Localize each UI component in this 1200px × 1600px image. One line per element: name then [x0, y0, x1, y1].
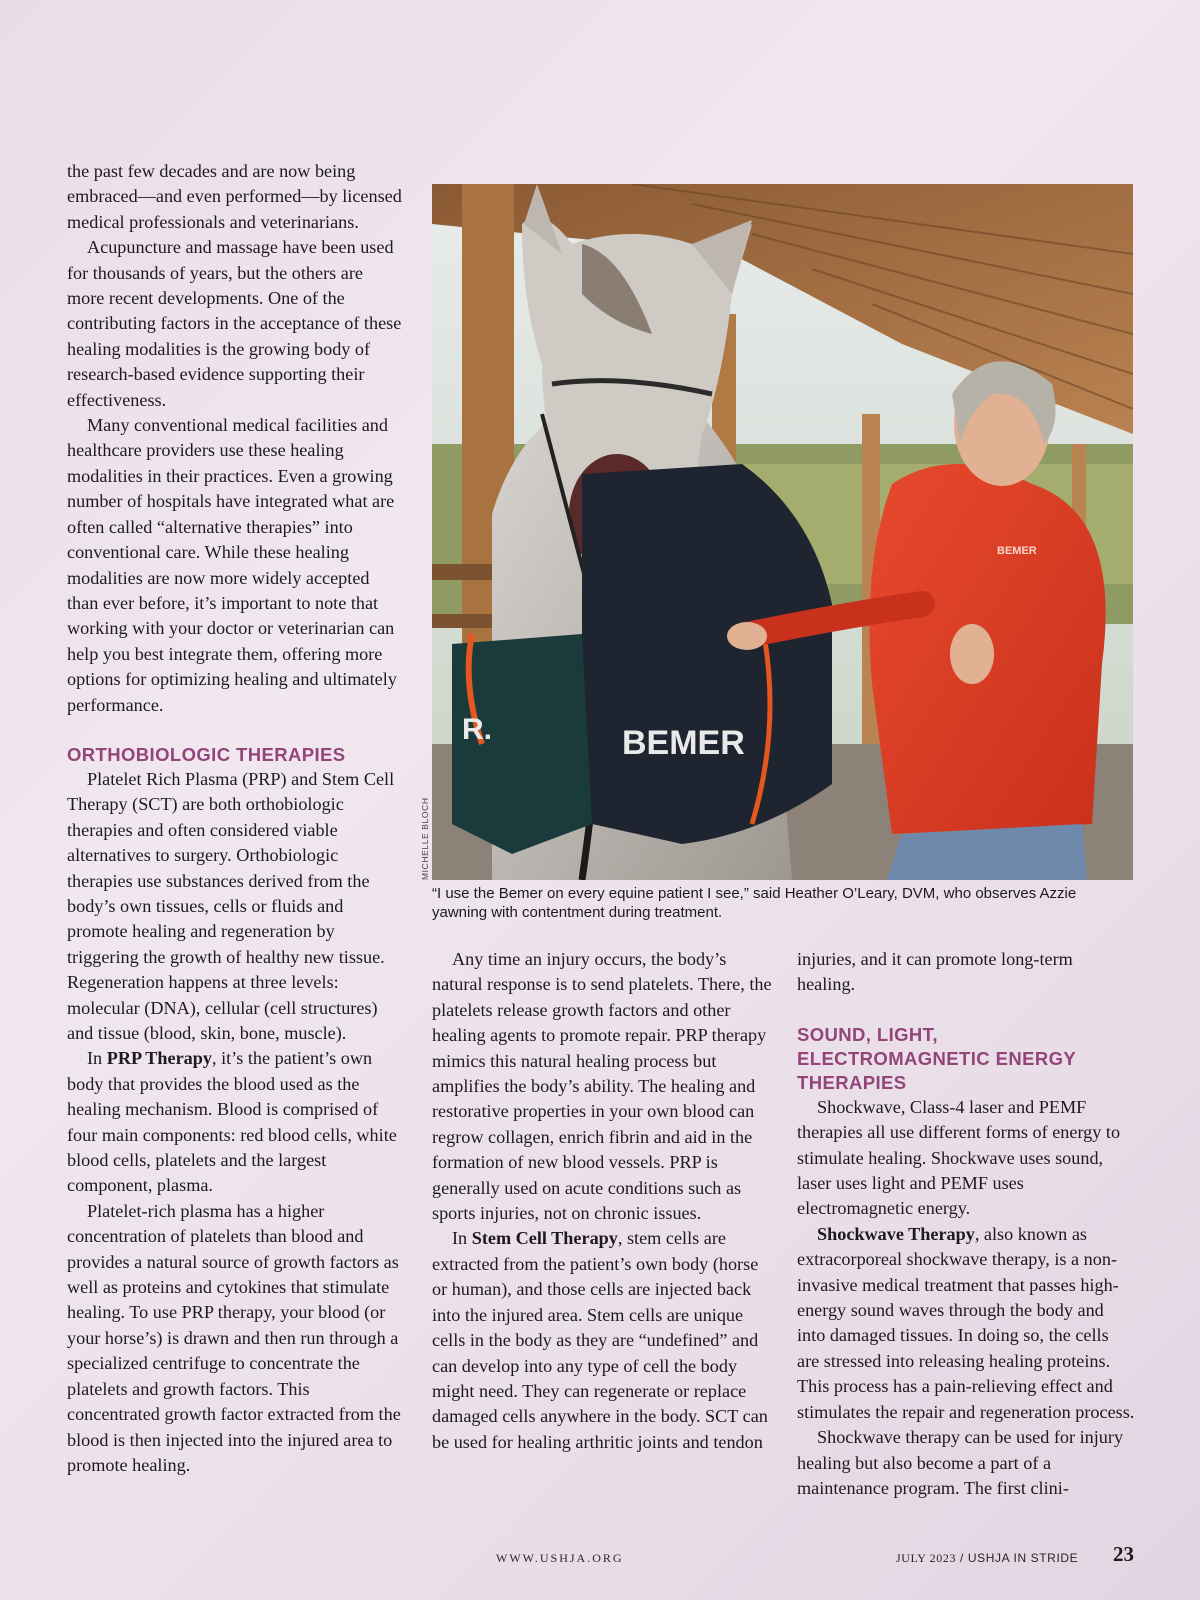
blanket-side-text: R.	[462, 713, 492, 746]
paragraph: injuries, and it can promote long-term healing.	[797, 949, 1073, 995]
paragraph: Shockwave therapy can be used for injury healing but also become a part of a maintenance program. The first clini-	[797, 1427, 1124, 1498]
footer-separator: /	[956, 1551, 968, 1565]
page-number: 23	[1113, 1542, 1134, 1566]
section-heading-energy-therapies: SOUND, LIGHT, ELECTROMAGNETIC ENERGY THERAPIES	[797, 1023, 1076, 1093]
paragraph: Platelet Rich Plasma (PRP) and Stem Cell Therapy (SCT) are both orthobiologic therapies and often considered viable alternatives to surgery. Orthobiologic therapies use substances derived from the body’s own tissues, cells or fluids and promote healing and regeneration by triggering the growth of healthy new tissue. Regeneration happens at three levels: molecular (DNA), cellular (cell structures) and tissue (blood, skin, bone, muscle).	[67, 768, 395, 1043]
footer-website: WWW.USHJA.ORG	[496, 1551, 624, 1565]
photo-caption: “I use the Bemer on every equine patient I see,” said Heather O’Leary, DVM, who observes Azzie yawning with contentment during treatment.	[432, 885, 1077, 921]
section-heading-orthobiologic: ORTHOBIOLOGIC THERAPIES	[67, 743, 346, 765]
paragraph	[432, 1226, 772, 1455]
text-run: In	[87, 1048, 107, 1069]
text-run: In	[452, 1228, 472, 1249]
text-run: , stem cells are extracted from the patient’s own body (horse or human), and those cells are injected back into the injured area. Stem cells are unique cells in the body as they are “undefined” and can develop into any type of cell the body might need. They can regenerate or replace damaged cells anywhere in the body. SCT can be used for healing arthritic joints and tendon	[432, 1228, 768, 1452]
text-run: , it’s the patient’s own body that provides the blood used as the healing mechanism. Blood is comprised of four main components: red blood cells, white blood cells, platelets and the largest component, plasma.	[67, 1048, 397, 1196]
paragraph: Shockwave, Class-4 laser and PEMF therapies all use different forms of energy to stimulate healing. Shockwave uses sound, laser uses light and PEMF uses electromagnetic energy.	[797, 1096, 1121, 1219]
jacket-logo-text: BEMER	[997, 545, 1037, 557]
paragraph: Many conventional medical facilities and healthcare providers use these healing modalities in their practices. Even a growing number of hospitals have integrated what are often called “alternative therapies” into conventional care. While these healing modalities are now more widely accepted than ever before, it’s important to note that working with your doctor or veterinarian can help you best integrate them, offering more options for optimizing healing and ultimately performance.	[67, 415, 397, 715]
footer-date: JULY 2023	[896, 1551, 957, 1565]
paragraph: the past few decades and are now being embraced—and even performed—by licensed medical professionals and veterinarians.	[67, 161, 402, 232]
footer-publication: USHJA IN STRIDE	[967, 1551, 1079, 1565]
paragraph	[797, 1222, 1135, 1425]
paragraph: Platelet-rich plasma has a higher concentration of platelets than blood and provides a natural source of growth factors as well as proteins and cytokines that stimulate healing. To use PRP therapy, your blood (or your horse’s) is drawn and then run through a specialized centrifuge to concentrate the platelets and growth factors. This concentrated growth factor extracted from the blood is then injected into the injured area to promote healing.	[67, 1200, 401, 1475]
text-run: , also known as extracorporeal shockwave therapy, is a non-invasive medical treatment that passes high-energy sound waves through the body and into damaged tissues. In doing so, the cells are stressed into releasing healing proteins. This process has a pain-relieving effect and stimulates the repair and regeneration process.	[797, 1223, 1135, 1422]
blanket-brand-text: BEMER	[622, 724, 745, 762]
article-column-right	[797, 947, 1135, 1501]
photo-credit: MICHELLE BLOCH	[420, 797, 430, 880]
bold-term-prp-therapy: PRP Therapy	[106, 1048, 212, 1069]
article-column-left	[67, 159, 403, 1478]
paragraph: Acupuncture and massage have been used for thousands of years, but the others are more recent developments. One of the contributing factors in the acceptance of these healing modalities is the growing body of research-based evidence supporting their effectiveness.	[67, 237, 402, 410]
bold-term-stem-cell-therapy: Stem Cell Therapy	[471, 1228, 618, 1249]
bold-term-shockwave-therapy: Shockwave Therapy	[817, 1223, 975, 1244]
article-column-middle	[432, 947, 772, 1455]
paragraph	[67, 1046, 403, 1198]
article-photo	[432, 184, 1133, 880]
photo-illustration	[432, 184, 1133, 880]
paragraph: Any time an injury occurs, the body’s natural response is to send platelets. There, the platelets release growth factors and other healing agents to promote repair. PRP therapy mimics this natural healing process but amplifies the body’s ability. The healing and restorative properties in your own blood can regrow collagen, enrich fibrin and aid in the formation of new blood vessels. PRP is generally used on acute conditions such as sports injuries, not on chronic issues.	[432, 949, 772, 1224]
footer-issue	[896, 1551, 1078, 1566]
